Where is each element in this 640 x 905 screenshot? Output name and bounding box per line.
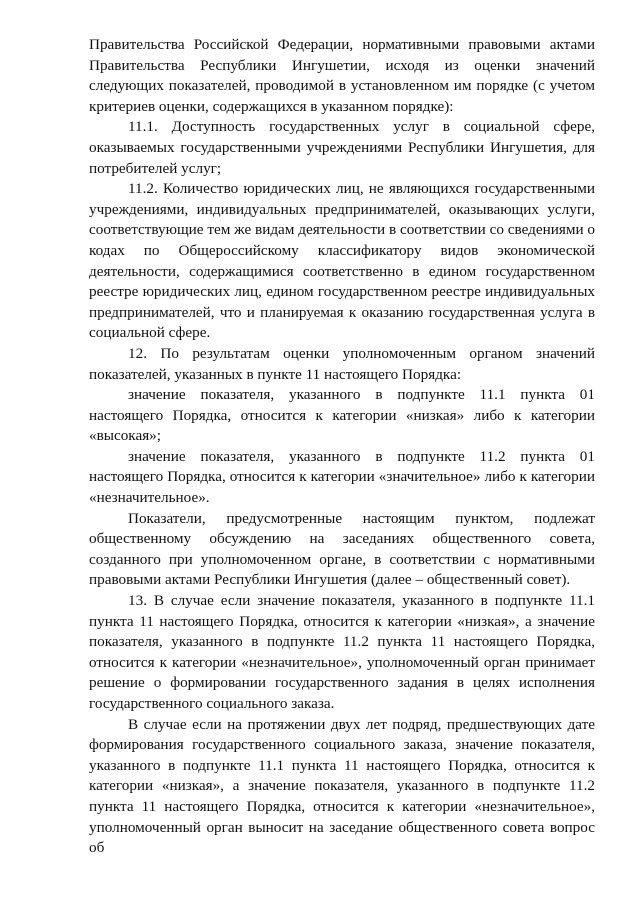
paragraph-12: 12. По результатам оценки уполномоченным органом значений показателей, указанных в пункте 11 настоящего Порядка: xyxy=(89,344,595,383)
paragraph-12-indicator-2: значение показателя, указанного в подпункте 11.2 пункта 01 настоящего Порядка, относится к категории «значительное» либо к категории «незначительное». xyxy=(89,447,595,507)
paragraph-continuation: Правительства Российской Федерации, нормативными правовыми актами Правительства Республики Ингушетии, исходя из оценки значений следующих показателей, проводимой в установленном им порядке (с учетом критериев оценки, содержащихся в указанном порядке): xyxy=(89,36,595,115)
document-body xyxy=(89,35,595,859)
paragraph-13-two-years: В случае если на протяжении двух лет подряд, предшествующих дате формирования государственного социального заказа, значение показателя, указанного в подпункте 11.1 пункта 11 настоящего Порядка, относится к категории «низкая», а значение показателя, указанного в подпункте 11.2 пункта 11 настоящего Порядка, относится к категории «незначительное», уполномоченный орган выносит на заседание общественного совета вопрос об xyxy=(89,715,595,857)
paragraph-11-1: 11.1. Доступность государственных услуг в социальной сфере, оказываемых государственными учреждениями Республики Ингушетия, для потребителей услуг; xyxy=(89,118,595,177)
paragraph-13: 13. В случае если значение показателя, указанного в подпункте 11.1 пункта 11 настоящего Порядка, относится к категории «низкая», а значение показателя, указанного в подпункте 11.2 пункта 11 настоящего Порядка, относится к категории «незначительное», уполномоченный орган принимает решение о формировании государственного задания в целях исполнения государственного социального заказа. xyxy=(89,592,595,712)
paragraph-12-indicator-1: значение показателя, указанного в подпункте 11.1 пункта 01 настоящего Порядка, относится к категории «низкая» либо к категории «высокая»; xyxy=(89,386,595,445)
paragraph-12-discussion: Показатели, предусмотренные настоящим пунктом, подлежат общественному обсуждению на заседаниях общественного совета, созданного при уполномоченном органе, в соответствии с нормативными правовыми актами Республики Ингушетия (далее – общественный совет). xyxy=(89,509,595,589)
paragraph-11-2: 11.2. Количество юридических лиц, не являющихся государственными учреждениями, индивидуальных предпринимателей, оказывающих услуги, соответствующие тем же видам деятельности в соответствии со сведениями о кодах по Общероссийскому классификатору видов экономической деятельности, содержащимися соответственно в едином государственном реестре юридических лиц, едином государственном реестре индивидуальных предпринимателей, что и планируемая к оказанию государственная услуга в социальной сфере. xyxy=(89,180,595,342)
